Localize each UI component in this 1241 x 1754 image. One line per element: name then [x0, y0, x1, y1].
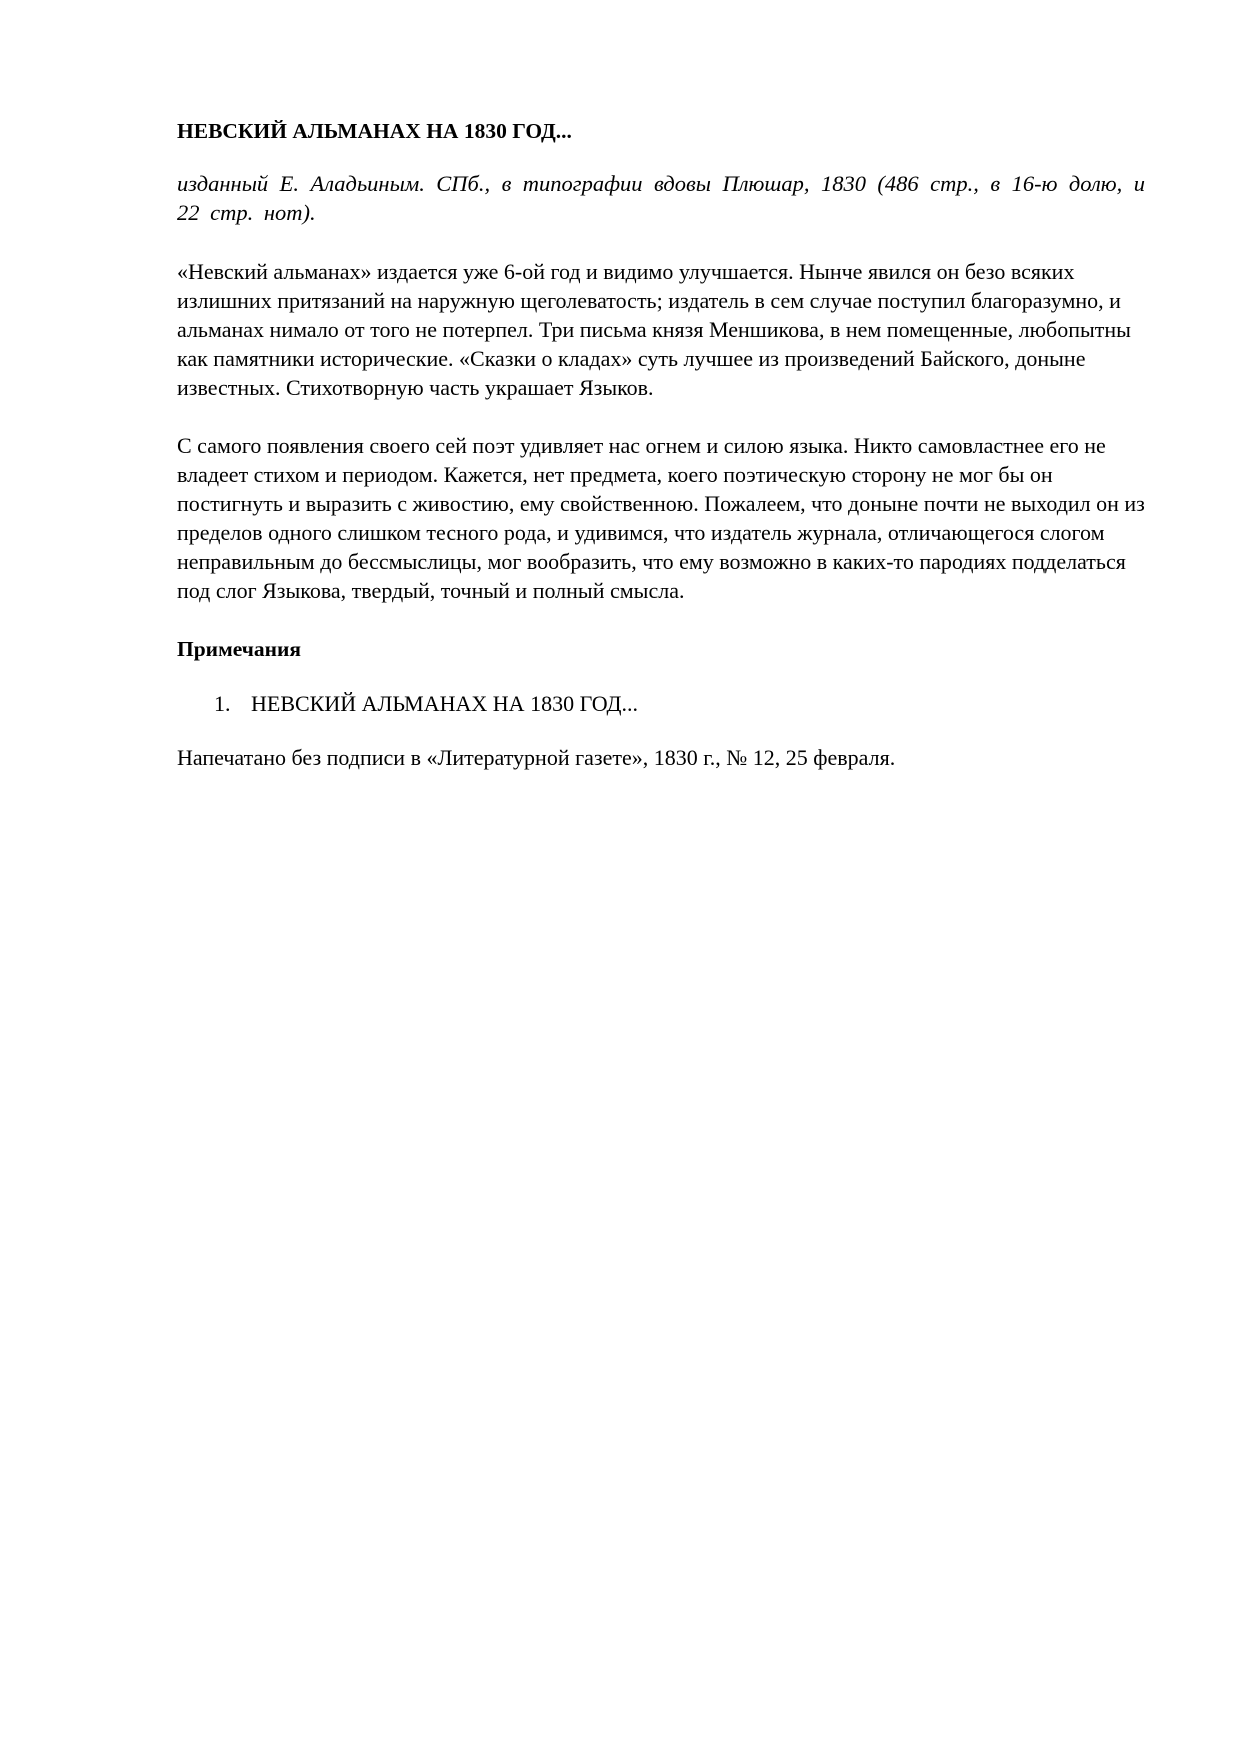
- notes-list: [177, 689, 1145, 718]
- article-paragraph-1: «Невский альманах» издается уже 6-ой год и видимо улучшается. Нынче явился он безо всяких излишних притязаний на наружную щеголеватость; издатель в сем случае поступил благоразумно, и альманах нимало от того не потерпел. Три письма князя Меншикова, в нем помещенные, любопытны как памятники исторические. «Сказки о кладах» суть лучшее из произведений Байского, доныне известных. Стихотворную часть украшает Языков.: [177, 259, 1131, 400]
- note-title: НЕВСКИЙ АЛЬМАНАХ НА 1830 ГОД...: [251, 691, 639, 716]
- note-item: [214, 689, 1145, 718]
- note-text: Напечатано без подписи в «Литературной газете», 1830 г., № 12, 25 февраля.: [177, 745, 896, 770]
- notes-heading: Примечания: [177, 637, 302, 661]
- article-title: НЕВСКИЙ АЛЬМАНАХ НА 1830 ГОД...: [177, 119, 572, 143]
- note-number: 1.: [214, 691, 231, 716]
- document-page: [177, 116, 1145, 772]
- article-paragraph-2: С самого появления своего сей поэт удивляет нас огнем и силою языка. Никто самовластнее его не владеет стихом и периодом. Кажется, нет предмета, коего поэтическую сторону не мог бы он постигнуть и выразить с живостию, ему свойственною. Пожалеем, что доныне почти не выходил он из пределов одного слишком тесного рода, и удивимся, что издатель журнала, отличающегося слогом неправильным до бессмыслицы, мог вообразить, что ему возможно в каких-то пародиях подделаться под слог Языкова, твердый, точный и полный смысла.: [177, 433, 1145, 603]
- article-subtitle: изданный Е. Аладьиным. СПб., в типографии вдовы Плюшар, 1830 (486 стр., в 16-ю долю, и 22 стр. нот).: [177, 171, 1145, 225]
